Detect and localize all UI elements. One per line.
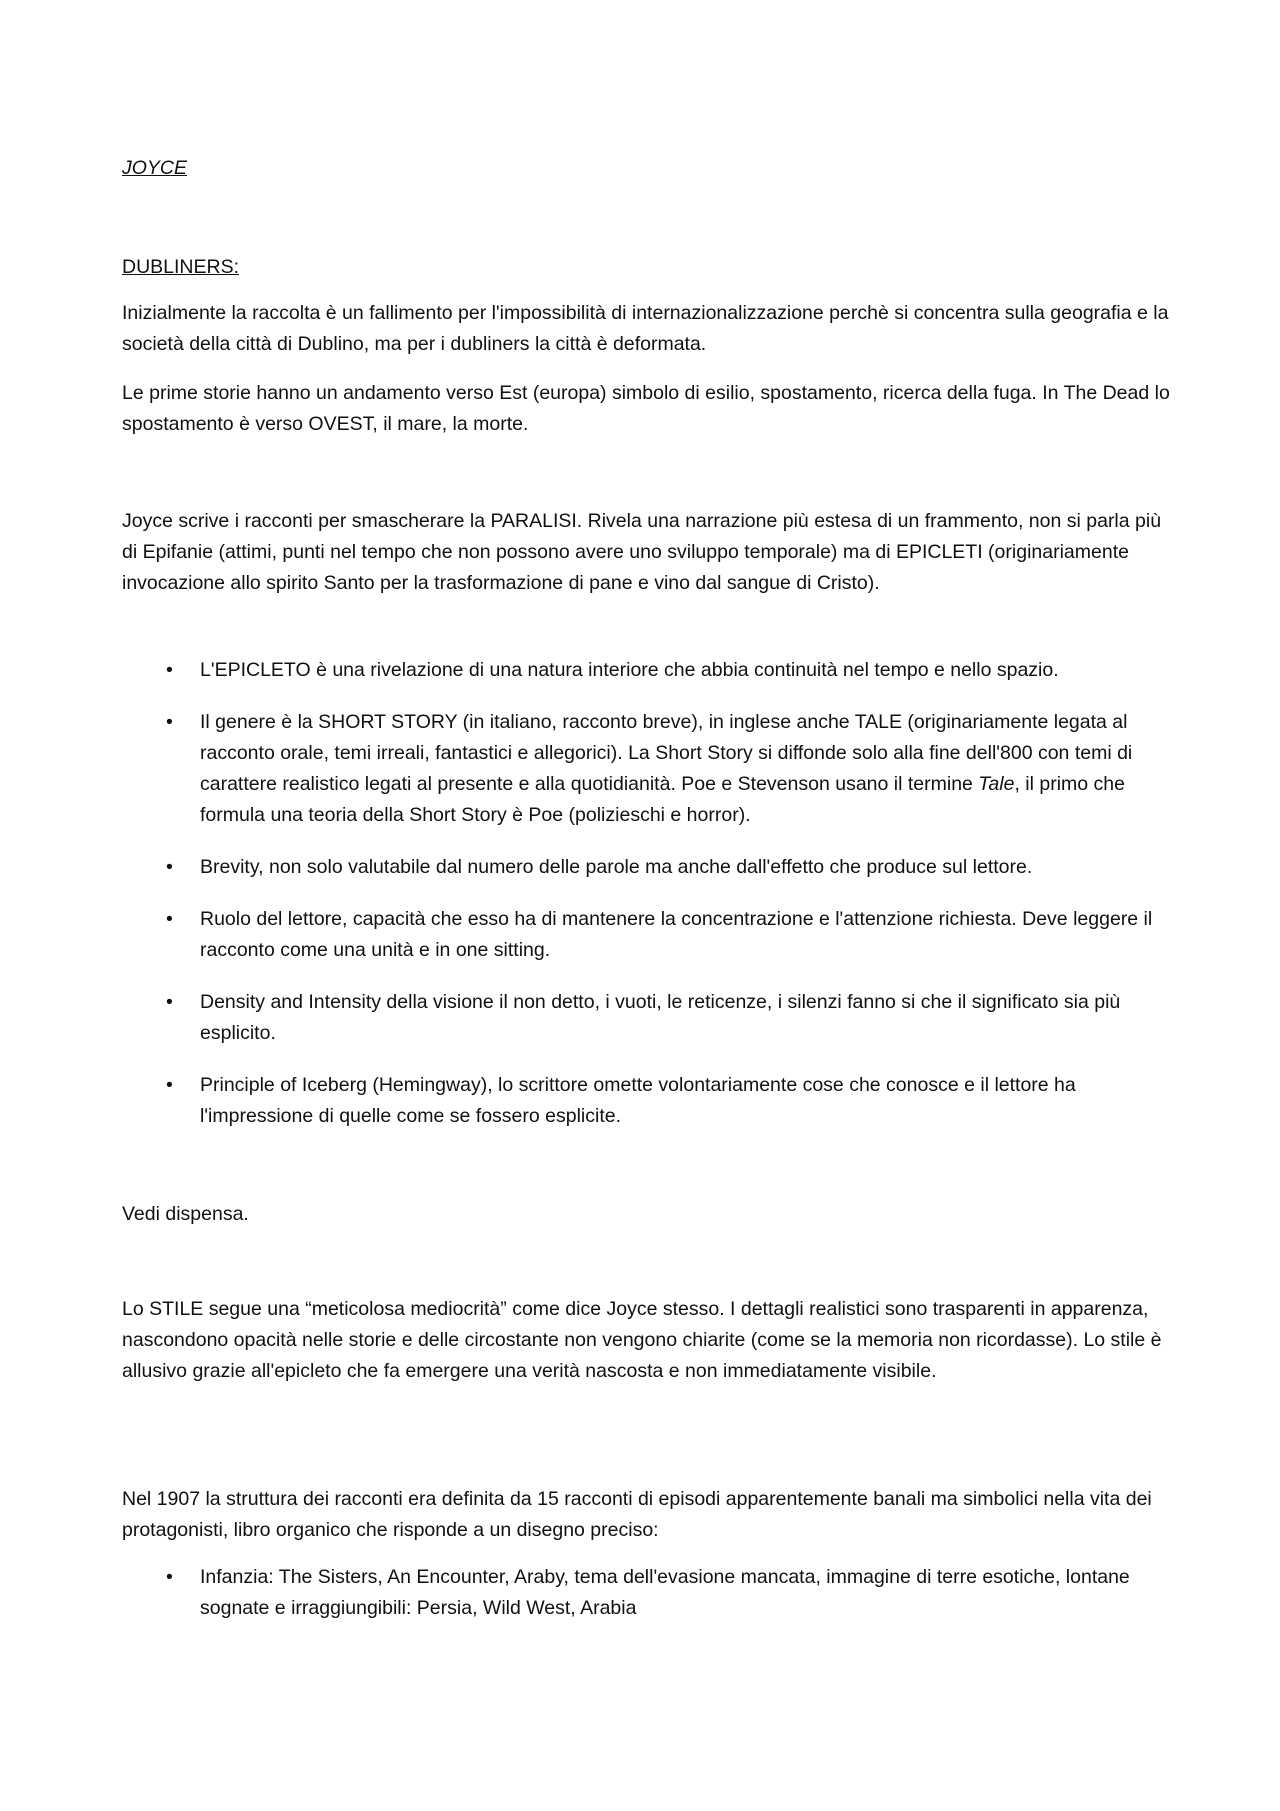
- bullet-icon: •: [166, 991, 173, 1013]
- bullet-icon: •: [166, 856, 173, 878]
- bullet-icon: •: [166, 1074, 173, 1096]
- list-item: [122, 1562, 1172, 1624]
- list-item-text-part: Il genere è la SHORT STORY (in italiano, racconto breve), in inglese anche TALE (originariamente legata al racconto orale, temi irreali, fantastici e allegorici). La Short Story si diffonde solo alla fine dell'800 con temi di carattere realistico legati al presente e alla quotidianità. Poe e Stevenson usano il termine: [200, 711, 1133, 795]
- bullet-icon: •: [166, 1566, 173, 1588]
- paragraph-structure: Nel 1907 la struttura dei racconti era definita da 15 racconti di episodi apparentemente banali ma simbolici nella vita dei protagonisti, libro organico che risponde a un disegno preciso:: [122, 1488, 1152, 1541]
- list-item: [122, 707, 1172, 831]
- paragraph-paralysis: Joyce scrive i racconti per smascherare la PARALISI. Rivela una narrazione più estesa di un frammento, non si parla più di Epifanie (attimi, punti nel tempo che non possono avere uno sviluppo temporale) ma di EPICLETI (originariamente invocazione allo spirito Santo per la trasformazione di pane e vino dal sangue di Cristo).: [122, 510, 1162, 594]
- paragraph-see-handout: Vedi dispensa.: [122, 1203, 249, 1225]
- list-item-text: [200, 711, 1132, 826]
- list-item-text: L'EPICLETO è una rivelazione di una natura interiore che abbia continuità nel tempo e nello spazio.: [200, 659, 1059, 681]
- section-heading-dubliners: DUBLINERS:: [122, 256, 240, 278]
- paragraph-direction: Le prime storie hanno un andamento verso Est (europa) simbolo di esilio, spostamento, ricerca della fuga. In The Dead lo spostamento è verso OVEST, il mare, la morte.: [122, 382, 1170, 435]
- bullet-icon: •: [166, 659, 173, 681]
- list-item-text: Brevity, non solo valutabile dal numero delle parole ma anche dall'effetto che produce sul lettore.: [200, 856, 1033, 878]
- list-item-text: Infanzia: The Sisters, An Encounter, Araby, tema dell'evasione mancata, immagine di terre esotiche, lontane sognate e irraggiungibili: Persia, Wild West, Arabia: [200, 1566, 1130, 1619]
- list-item: [122, 852, 1172, 883]
- list-item: [122, 655, 1172, 686]
- document-title: JOYCE: [122, 157, 188, 179]
- bullet-icon: •: [166, 711, 173, 733]
- list-item: [122, 987, 1172, 1049]
- list-item: [122, 904, 1172, 966]
- list-item: [122, 1070, 1172, 1132]
- list-item-text: Ruolo del lettore, capacità che esso ha di mantenere la concentrazione e l'attenzione richiesta. Deve leggere il racconto come una unità e in one sitting.: [200, 908, 1153, 961]
- list-item-text-part: , il primo che formula una teoria della Short Story è Poe (polizieschi e horror).: [200, 773, 1125, 826]
- paragraph-intro: Inizialmente la raccolta è un fallimento per l'impossibilità di internazionalizzazione perchè si concentra sulla geografia e la società della città di Dublino, ma per i dubliners la città è deformata.: [122, 302, 1169, 355]
- paragraph-style: Lo STILE segue una “meticolosa mediocrità” come dice Joyce stesso. I dettagli realistici sono trasparenti in apparenza, nascondono opacità nelle storie e delle circostante non vengono chiarite (come se la memoria non ricordasse). Lo stile è allusivo grazie all'epicleto che fa emergere una verità nascosta e non immediatamente visibile.: [122, 1298, 1162, 1382]
- list-item-text: Density and Intensity della visione il non detto, i vuoti, le reticenze, i silenzi fanno si che il significato sia più esplicito.: [200, 991, 1121, 1044]
- list-item-text: Principle of Iceberg (Hemingway), lo scrittore omette volontariamente cose che conosce e il lettore ha l'impressione di quelle come se fossero esplicite.: [200, 1074, 1076, 1127]
- bullet-list-childhood: [122, 1562, 1172, 1645]
- bullet-icon: •: [166, 908, 173, 930]
- list-item-italic-term: Tale: [978, 773, 1015, 795]
- bullet-list-features: [122, 655, 1172, 1153]
